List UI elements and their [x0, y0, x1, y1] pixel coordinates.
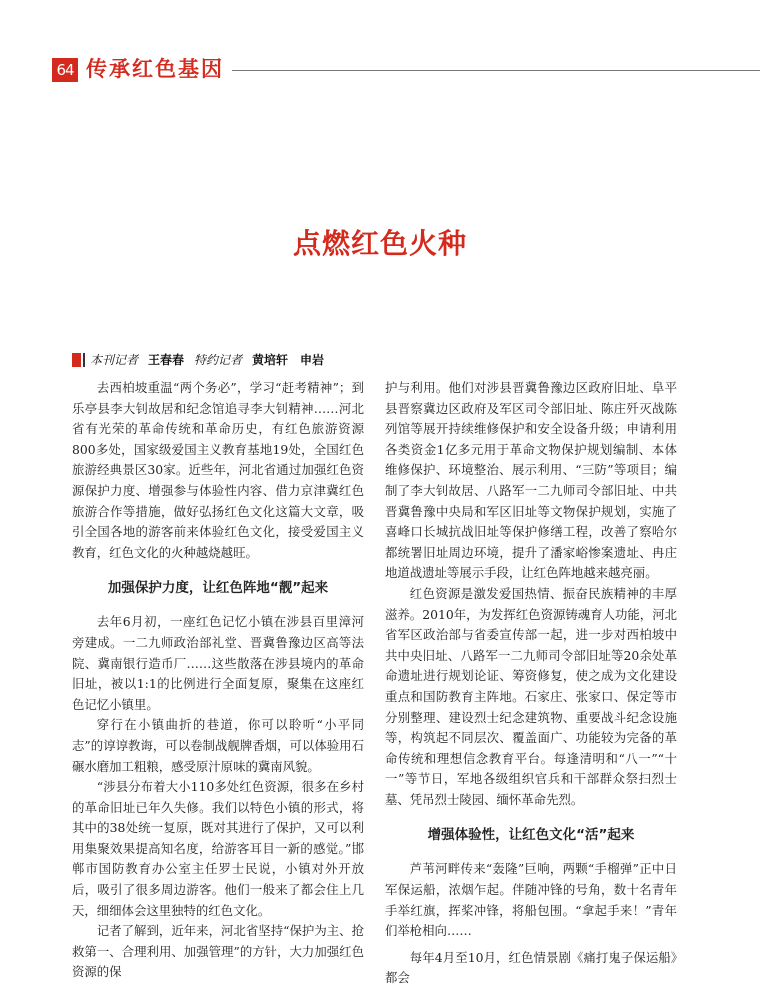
paragraph: 芦苇河畔传来“轰隆”巨响，两颗“手榴弹”正中日军保运船，浓烟乍起。伴随冲锋的号角，数十名青年手举红旗，挥桨冲锋，将船包围。“拿起手来！”青年们举枪相向……	[385, 861, 677, 939]
subheading-experience: 增强体验性，让红色文化“活”起来	[427, 827, 635, 844]
paragraph: 每年4月至10月，红色情景剧《痛打鬼子保运船》都会	[385, 949, 677, 986]
paragraph: 去年6月初，一座红色记忆小镇在涉县百里漳河旁建成。一二九师政治部礼堂、晋冀鲁豫边区高等法院、冀南银行造币厂……这些散落在涉县境内的革命旧址，被以1:1的比例进行全面复原，聚集在这座红色记忆小镇里。	[72, 614, 364, 712]
paragraph: 护与利用。他们对涉县晋冀鲁豫边区政府旧址、阜平县晋察冀边区政府及军区司令部旧址、陈庄歼灭战陈列馆等展开持续维修保护和安全设备升级；申请利用各类资金1亿多元用于革命文物保护规划编制、本体维修保护、环境整治、展示利用、“三防”等项目；编制了李大钊故居、八路军一二九师司令部旧址、中共晋冀鲁豫中央局和军区旧址等文物保护规划，实施了喜峰口长城抗战旧址等保护修缮工程，改善了察哈尔都统署旧址周边环境，提升了潘家峪惨案遗址、冉庄地道战遗址等展示手段，让红色阵地越来越亮丽。	[385, 380, 677, 581]
paragraph: 记者了解到，近年来，河北省坚持“保护为主、抢救第一、合理利用、加强管理”的方针，大力加强红色资源的保	[72, 923, 364, 980]
article-title: 点燃红色火种	[292, 227, 467, 260]
byline	[72, 350, 334, 370]
byline-names-staff: 王春春	[148, 353, 185, 367]
paragraph: “涉县分布着大小110多处红色资源，很多在乡村的革命旧址已年久失修。我们以特色小镇的形式，将其中的38处统一复原，既对其进行了保护，又可以利用集聚效果提高知名度，给游客耳目一新的感觉。”邯郸市国防教育办公室主任罗士民说，小镇对外开放后，吸引了很多周边游客。他们一般来了都会住上几天，细细体会这里独特的红色文化。	[72, 779, 364, 918]
paragraph: 去西柏坡重温“两个务必”，学习“赶考精神”；到乐亭县李大钊故居和纪念馆追寻李大钊精神……河北省有光荣的革命传统和革命历史，有红色旅游资源800多处，国家级爱国主义教育基地19处，全国红色旅游经典景区30家。近些年，河北省通过加强红色资源保护力度、增强参与体验性内容、借力京津冀红色旅游合作等措施，做好弘扬红色文化这篇大文章，吸引全国各地的游客前来体验红色文化，接受爱国主义教育，红色文化的火种越烧越旺。	[72, 380, 364, 560]
header-rule	[232, 70, 760, 71]
paragraph: 红色资源是激发爱国热情、振奋民族精神的丰厚滋养。2010年，为发挥红色资源铸魂育人功能，河北省军区政治部与省委宣传部一起，进一步对西柏坡中共中央旧址、八路军一二九师司令部旧址等20余处革命遗址进行规划论证、筹资修复，使之成为文化建设重点和国防教育主阵地。石家庄、张家口、保定等市分别整理、建设烈士纪念建筑物、重要战斗纪念设施等，构筑起不同层次、覆盖面广、功能较为完备的革命传统和理想信念教育平台。每逢清明和“八一”“十一”等节日，军地各级组织官兵和干部群众祭扫烈士墓、凭吊烈士陵园、缅怀革命先烈。	[385, 585, 677, 807]
page-header	[0, 48, 760, 88]
subheading-protection: 加强保护力度，让红色阵地“靓”起来	[107, 580, 329, 597]
byline-names-special: 黄培轩 申岩	[252, 353, 325, 367]
byline-divider	[83, 353, 85, 367]
paragraph: 穿行在小镇曲折的巷道，你可以聆听“小平同志”的谆谆教诲，可以卷制战舰牌香烟，可以体验用石碾水磨加工粗粮，感受原汁原味的冀南风貌。	[72, 717, 364, 774]
left-column	[72, 378, 364, 983]
section-title: 传承红色基因	[86, 57, 224, 81]
byline-label-special: 特约记者	[194, 353, 243, 367]
right-column	[385, 378, 677, 989]
byline-label-staff: 本刊记者	[90, 353, 139, 367]
byline-marker-icon	[72, 353, 81, 367]
page-number: 64	[52, 58, 78, 82]
